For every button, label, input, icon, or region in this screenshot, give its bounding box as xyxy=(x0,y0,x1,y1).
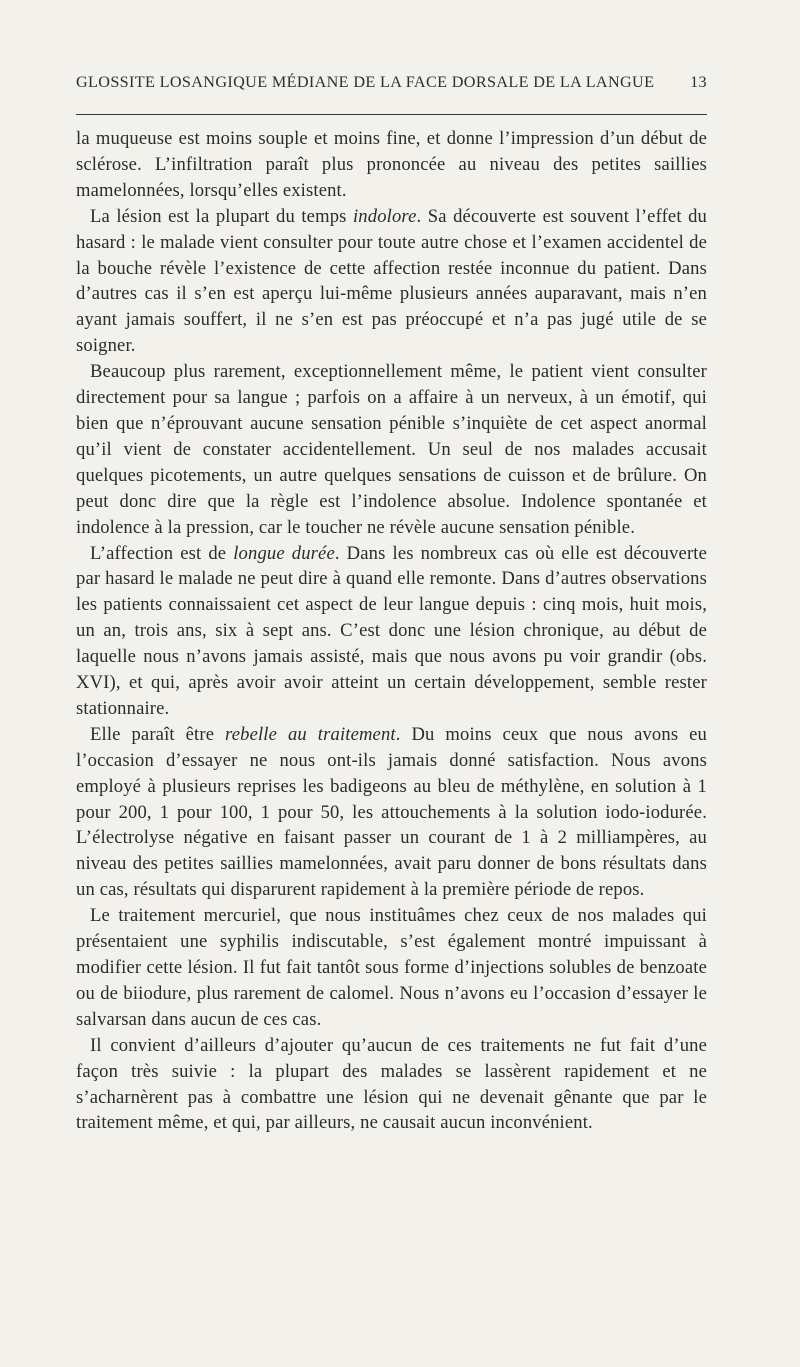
paragraph-2 xyxy=(76,204,707,359)
running-head xyxy=(76,73,707,103)
paragraph-1 xyxy=(76,126,707,204)
body-text xyxy=(76,126,707,1136)
paragraph-2-text-b: . Sa découverte est souvent l’effet du hasard : le malade vient consulter pour toute autre chose et l’examen accidentel de la bouche révèle l’existence de cette affection restée inconnue du patient. Dans d’autres cas il s’en est aperçu lui-même plusieurs années auparavant, mais n’en ayant jamais souffert, il ne s’en est pas préoccupé et n’a pas jugé utile de se soigner. xyxy=(76,205,707,357)
paragraph-5 xyxy=(76,722,707,903)
paragraph-2-emphasis: indolore xyxy=(352,205,417,227)
paragraph-2-text-a: La lésion est la plupart du temps xyxy=(90,205,353,227)
paragraph-5-text-b: . Du moins ceux que nous avons eu l’occasion d’essayer ne nous ont-ils jamais donné satisfaction. Nous avons employé à plusieurs reprises les badigeons au bleu de méthylène, en solution à 1 pour 200, 1 pour 100, 1 pour 50, les attouchements à la solution iodo-iodurée. L’électrolyse négative en faisant passer un courant de 1 à 2 milliampères, au niveau des petites saillies mamelonnées, avait paru donner de bons résultats dans un cas, résultats qui disparurent rapidement à la première période de repos. xyxy=(76,723,707,901)
paragraph-4-emphasis: longue durée xyxy=(233,542,335,564)
paragraph-6 xyxy=(76,903,707,1033)
paragraph-7 xyxy=(76,1033,707,1137)
paragraph-5-text-a: Elle paraît être xyxy=(90,723,226,745)
page-number: 13 xyxy=(690,73,707,91)
paragraph-4-text-b: . Dans les nombreux cas où elle est découverte par hasard le malade ne peut dire à quand elle remonte. Dans d’autres observations les patients connaissaient cet aspect de leur langue depuis : cinq mois, huit mois, un an, trois ans, six à sept ans. C’est donc une lésion chronique, au début de laquelle nous n’avons jamais assisté, mais que nous avons pu voir grandir (obs. XVI), et qui, après avoir avoir atteint un certain développement, semble rester stationnaire. xyxy=(76,542,707,719)
paragraph-3-text: Beaucoup plus rarement, exceptionnellement même, le patient vient consulter directement pour sa langue ; parfois on a affaire à un nerveux, à un émotif, qui bien que n’éprouvant aucune sensation pénible s’inquiète de cet aspect anormal qu’il vient de constater accidentellement. Un seul de nos malades accusait quelques picotements, un autre quelques sensations de cuisson et de brûlure. On peut donc dire que la règle est l’indolence absolue. Indolence spontanée et indolence à la pression, car le toucher ne révèle aucune sensation pénible. xyxy=(76,361,707,538)
paragraph-6-text: Le traitement mercuriel, que nous instituâmes chez ceux de nos malades qui présentaient une syphilis indiscutable, s’est également montré impuissant à modifier cette lésion. Il fut fait tantôt sous forme d’injections solubles de benzoate ou de biiodure, plus rarement de calomel. Nous n’avons eu l’occasion d’essayer le salvarsan dans aucun de ces cas. xyxy=(76,905,707,1030)
paragraph-7-text: Il convient d’ailleurs d’ajouter qu’aucun de ces traitements ne fut fait d’une façon très suivie : la plupart des malades se lassèrent rapidement et ne s’acharnèrent pas à combattre une lésion qui ne devenait gênante que par le traitement même, et qui, par ailleurs, ne causait aucun inconvénient. xyxy=(76,1034,707,1134)
paragraph-3 xyxy=(76,359,707,540)
paragraph-1-text: la muqueuse est moins souple et moins fine, et donne l’impression d’un début de sclérose. L’infiltration paraît plus prononcée au niveau des petites saillies mamelonnées, lorsqu’elles existent. xyxy=(76,128,707,201)
header-rule xyxy=(76,114,707,115)
paragraph-5-emphasis: rebelle au traitement xyxy=(225,723,396,745)
paragraph-4-text-a: L’affection est de xyxy=(90,542,234,564)
running-head-title: GLOSSITE LOSANGIQUE MÉDIANE DE LA FACE DORSALE DE LA LANGUE xyxy=(76,73,655,91)
paragraph-4 xyxy=(76,541,707,722)
